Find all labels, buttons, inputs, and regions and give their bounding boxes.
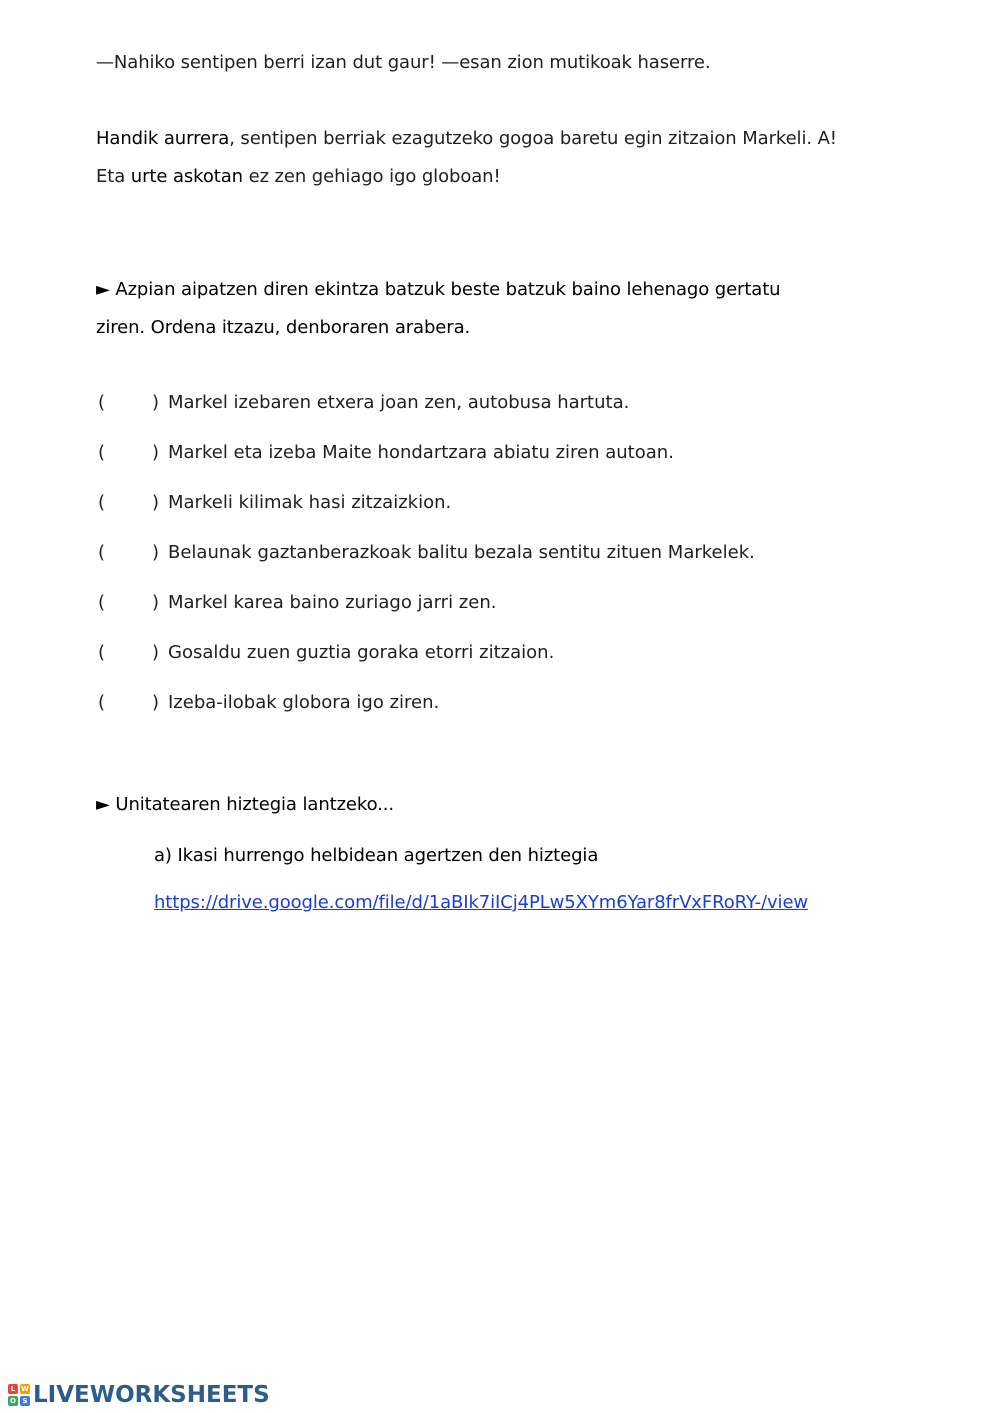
- list-item: [98, 691, 439, 715]
- vocabulary-link-row: [154, 891, 808, 915]
- paragraph-text: , sentipen berriak ezagutzeko gogoa baretu egin zitzaion Markeli. A!: [229, 128, 837, 149]
- paragraph-text: ez zen gehiago igo globoan!: [242, 166, 501, 187]
- paragraph-handik: [96, 127, 837, 151]
- order-open-paren: (: [98, 692, 106, 713]
- vocabulary-link[interactable]: https://drive.google.com/file/d/1aBIk7iICj4PLw5XYm6Yar8frVxFRoRY-/view: [154, 892, 809, 913]
- logo-tile: L: [8, 1384, 18, 1394]
- liveworksheets-logo: [8, 1381, 270, 1409]
- list-item-text: Gosaldu zuen guztia goraka etorri zitzaion.: [168, 642, 555, 663]
- exercise1-instruction-text: Azpian aipatzen diren ekintza batzuk beste batzuk baino lehenago gertatu: [115, 279, 781, 300]
- list-item: [98, 591, 496, 615]
- paragraph-text: Eta: [96, 166, 131, 187]
- logo-tile: W: [21, 1385, 29, 1393]
- list-item-text: Markel izebaren etxera joan zen, autobusa hartuta.: [168, 392, 630, 413]
- list-item-text: Izeba-ilobak globora igo ziren.: [168, 692, 440, 713]
- list-item: [98, 441, 674, 465]
- order-close-paren: ): [152, 392, 160, 413]
- logo-tile: S: [20, 1396, 30, 1406]
- paragraph-dialogue: —Nahiko sentipen berri izan dut gaur! —esan zion mutikoak haserre.: [96, 52, 711, 73]
- order-open-paren: (: [98, 642, 106, 663]
- bold-phrase-handik-aurrera: Handik aurrera: [96, 128, 230, 149]
- exercise2-heading: [96, 793, 394, 817]
- exercise1-instruction-line2: ziren. Ordena itzazu, denboraren arabera.: [96, 317, 471, 338]
- list-item: [98, 391, 629, 415]
- list-item: [98, 641, 554, 665]
- order-close-paren: ): [152, 442, 160, 463]
- logo-grid-icon: [8, 1384, 30, 1406]
- triangle-bullet-icon: ►: [96, 279, 110, 300]
- list-item-text: Markel karea baino zuriago jarri zen.: [168, 592, 497, 613]
- list-item-text: Markel eta izeba Maite hondartzara abiatu ziren autoan.: [168, 442, 674, 463]
- order-close-paren: ): [152, 642, 160, 663]
- order-close-paren: ): [152, 492, 160, 513]
- order-open-paren: (: [98, 592, 106, 613]
- exercise2-heading-text: Unitatearen hiztegia lantzeko...: [115, 794, 395, 815]
- order-close-paren: ): [152, 592, 160, 613]
- order-open-paren: (: [98, 542, 106, 563]
- order-open-paren: (: [98, 392, 106, 413]
- order-open-paren: (: [98, 442, 106, 463]
- exercise1-instruction-line1: [96, 278, 781, 302]
- bold-phrase-urte-askotan: urte askotan: [130, 166, 243, 187]
- paragraph-eta: [96, 165, 501, 189]
- order-open-paren: (: [98, 492, 106, 513]
- list-item-text: Markeli kilimak hasi zitzaizkion.: [168, 492, 452, 513]
- logo-tile: O: [8, 1396, 18, 1406]
- order-close-paren: ): [152, 542, 160, 563]
- exercise2-sub-a: a) Ikasi hurrengo helbidean agertzen den hiztegia: [154, 845, 599, 866]
- list-item: [98, 541, 755, 565]
- logo-text: LIVEWORKSHEETS: [33, 1382, 270, 1408]
- list-item: [98, 491, 451, 515]
- triangle-bullet-icon: ►: [96, 794, 110, 815]
- list-item-text: Belaunak gaztanberazkoak balitu bezala sentitu zituen Markelek.: [168, 542, 755, 563]
- order-close-paren: ): [152, 692, 160, 713]
